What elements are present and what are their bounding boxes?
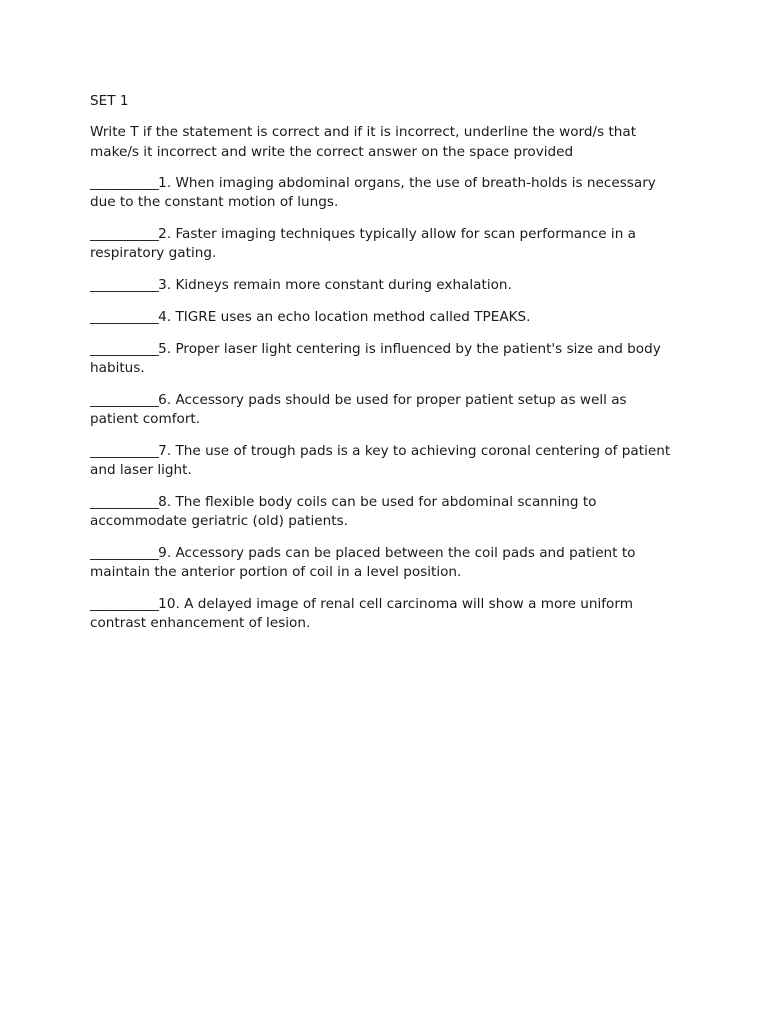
question-text: 2. Faster imaging techniques typically allow for scan performance in a respiratory gating. bbox=[90, 226, 636, 261]
question-item bbox=[90, 544, 675, 595]
question-text: 5. Proper laser light centering is influenced by the patient's size and body habitus. bbox=[90, 341, 661, 376]
question-item bbox=[90, 493, 675, 544]
question-item bbox=[90, 442, 675, 493]
question-list bbox=[90, 174, 675, 646]
answer-blank: ___________ bbox=[90, 392, 159, 408]
question-item bbox=[90, 276, 675, 308]
question-item bbox=[90, 595, 675, 646]
question-item bbox=[90, 174, 675, 225]
question-item bbox=[90, 340, 675, 391]
question-text: 4. TIGRE uses an echo location method called TPEAKS. bbox=[158, 309, 531, 325]
answer-blank: ___________ bbox=[90, 341, 159, 357]
instructions-text: Write T if the statement is correct and if it is incorrect, underline the word/s that make/s it incorrect and write the correct answer on the space provided bbox=[90, 124, 637, 160]
question-item bbox=[90, 225, 675, 276]
answer-blank: ___________ bbox=[90, 226, 159, 242]
question-text: 10. A delayed image of renal cell carcinoma will show a more uniform contrast enhancement of lesion. bbox=[90, 596, 633, 631]
answer-blank: ___________ bbox=[90, 309, 159, 325]
answer-blank: ___________ bbox=[90, 545, 159, 561]
question-text: 9. Accessory pads can be placed between the coil pads and patient to maintain the anterior portion of coil in a level position. bbox=[90, 545, 636, 580]
set-title: SET 1 bbox=[90, 93, 129, 109]
question-text: 3. Kidneys remain more constant during exhalation. bbox=[158, 277, 512, 293]
answer-blank: ___________ bbox=[90, 443, 159, 459]
answer-blank: ___________ bbox=[90, 596, 159, 612]
question-text: 1. When imaging abdominal organs, the use of breath-holds is necessary due to the constant motion of lungs. bbox=[90, 175, 656, 210]
answer-blank: ___________ bbox=[90, 494, 159, 510]
question-text: 8. The flexible body coils can be used for abdominal scanning to accommodate geriatric (old) patients. bbox=[90, 494, 597, 529]
answer-blank: ___________ bbox=[90, 277, 159, 293]
question-item bbox=[90, 391, 675, 442]
question-text: 7. The use of trough pads is a key to achieving coronal centering of patient and laser light. bbox=[90, 443, 671, 478]
question-item bbox=[90, 308, 675, 340]
answer-blank: ___________ bbox=[90, 175, 159, 191]
question-text: 6. Accessory pads should be used for proper patient setup as well as patient comfort. bbox=[90, 392, 627, 427]
